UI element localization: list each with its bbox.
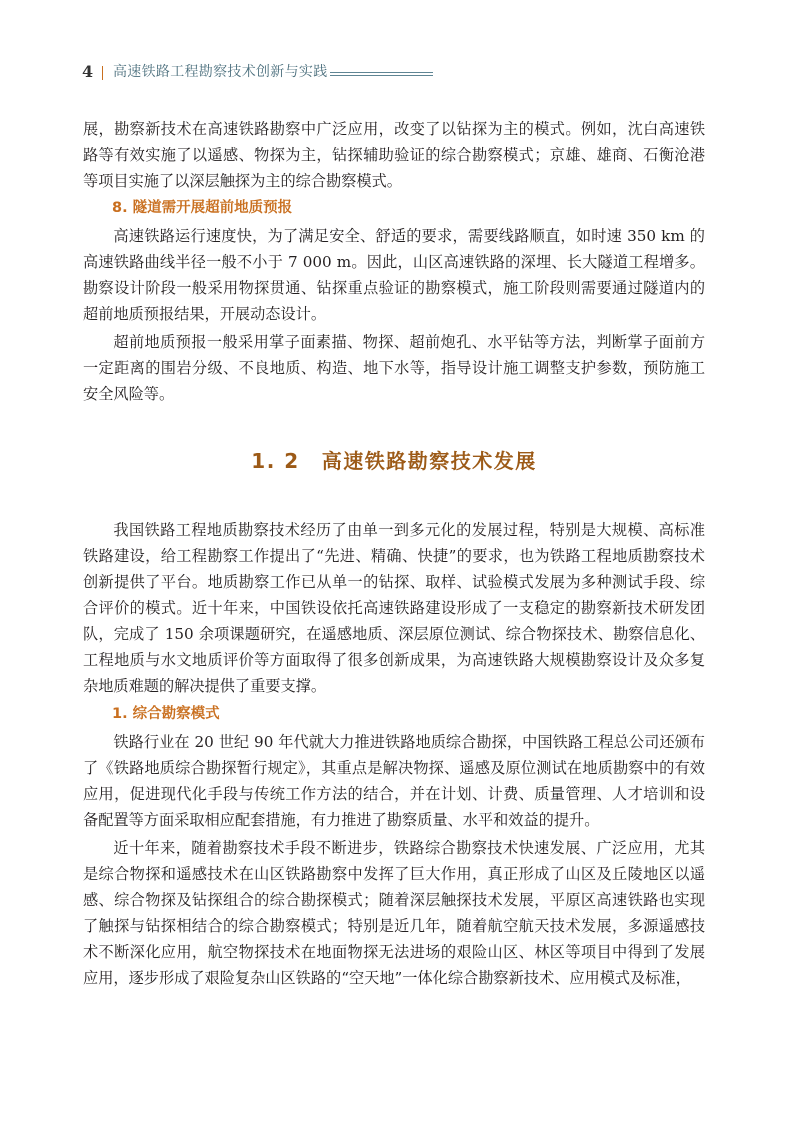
- paragraph: 近十年来，随着勘察技术手段不断进步，铁路综合勘察技术快速发展、广泛应用，尤其是综合物探和遥感技术在山区铁路勘察中发挥了巨大作用，真正形成了山区及丘陵地区以遥感、综合物探及钻探组合的综合勘探模式；随着深层触探技术发展，平原区高速铁路也实现了触探与钻探相结合的综合勘察模式；特别是近几年，随着航空航天技术发展，多源遥感技术不断深化应用，航空物探技术在地面物探无法进场的艰险山区、林区等项目中得到了发展应用，逐步形成了艰险复杂山区铁路的“空天地”一体化综合勘察新技术、应用模式及标准，: [83, 839, 705, 987]
- section-title: 高速铁路勘察技术发展: [321, 449, 537, 473]
- header-double-rule: [330, 72, 433, 76]
- page-number: 4: [82, 62, 94, 81]
- paragraph: 超前地质预报一般采用掌子面素描、物探、超前炮孔、水平钻等方法，判断掌子面前方一定距离的围岩分级、不良地质、构造、地下水等，指导设计施工调整支护参数，预防施工安全风险等。: [83, 333, 705, 403]
- paragraph: 我国铁路工程地质勘察技术经历了由单一到多元化的发展过程，特别是大规模、高标准铁路建设，给工程勘察工作提出了“先进、精确、快捷”的要求，也为铁路工程地质勘察技术创新提供了平台。地质勘察工作已从单一的钻探、取样、试验模式发展为多种测试手段、综合评价的模式。近十年来，中国铁设依托高速铁路建设形成了一支稳定的勘察新技术研发团队，完成了 150 余项课题研究，在遥感地质、深层原位测试、综合物探技术、勘察信息化、工程地质与水文地质评价等方面取得了很多创新成果，为高速铁路大规模勘察设计及众多复杂地质难题的解决提供了重要支撑。: [83, 521, 705, 695]
- section-number: 1. 2: [251, 449, 300, 473]
- running-header: [80, 60, 720, 84]
- paragraph: 铁路行业在 20 世纪 90 年代就大力推进铁路地质综合勘探，中国铁路工程总公司还颁布了《铁路地质综合勘探暂行规定》，其重点是解决物探、遥感及原位测试在地质勘察中的有效应用，促进现代化手段与传统工作方法的结合，并在计划、计费、质量管理、人才培训和设备配置等方面采取相应配套措施，有力推进了勘察质量、水平和效益的提升。: [83, 733, 705, 829]
- paragraph-continued: 展，勘察新技术在高速铁路勘察中广泛应用，改变了以钻探为主的模式。例如，沈白高速铁路等有效实施了以遥感、物探为主，钻探辅助验证的综合勘察模式；京雄、雄商、石衡沧港等项目实施了以深层触探为主的综合勘察模式。: [83, 120, 705, 190]
- page-body: [83, 116, 705, 991]
- subheading-comprehensive-survey-mode: 1. 综合勘察模式: [112, 706, 220, 722]
- paragraph: 高速铁路运行速度快，为了满足安全、舒适的要求，需要线路顺直，如时速 350 km 的高速铁路曲线半径一般不小于 7 000 m。因此，山区高速铁路的深埋、长大隧道工程增多。勘察设计阶段一般采用物探贯通、钻探重点验证的勘察模式，施工阶段则需要通过隧道内的超前地质预报结果，开展动态设计。: [83, 227, 705, 323]
- book-title: 高速铁路工程勘察技术创新与实践: [113, 64, 328, 80]
- header-divider: [102, 66, 103, 80]
- subheading-advance-geological-forecast: 8. 隧道需开展超前地质预报: [112, 200, 293, 216]
- section-heading: [83, 445, 705, 474]
